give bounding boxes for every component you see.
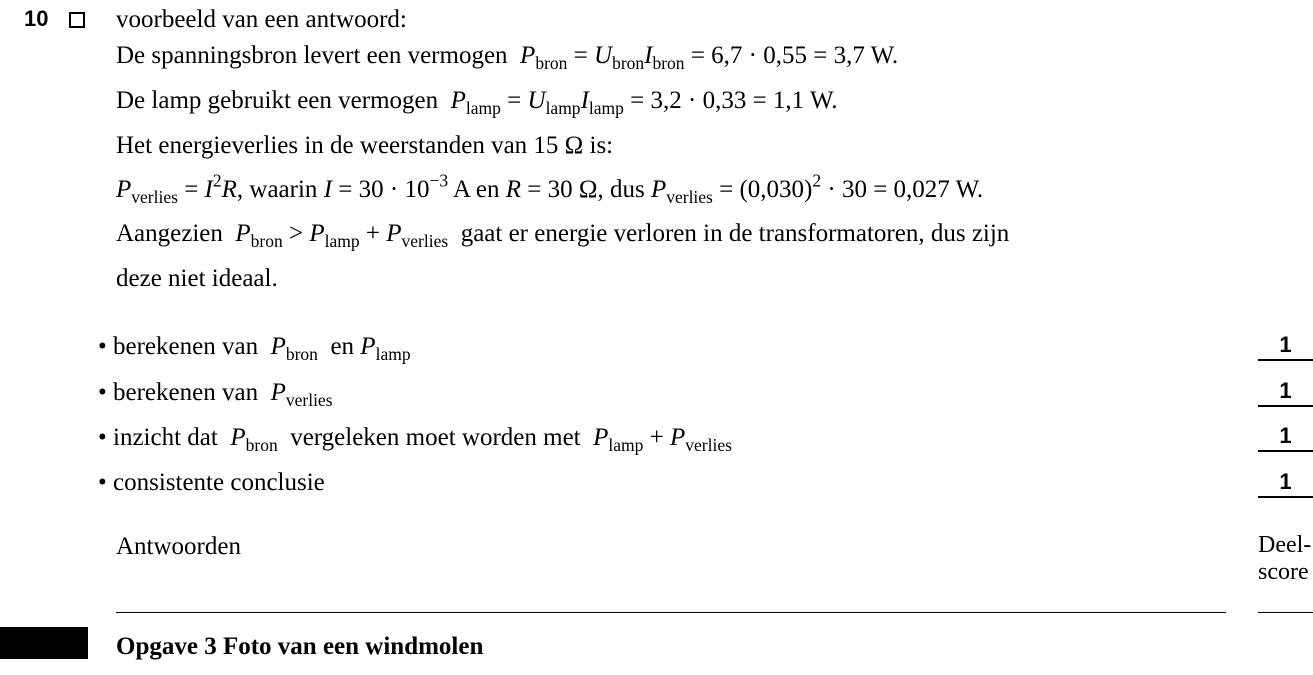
answer-line-4: $P_{verlies} = I^2R$, waarin $I = 30 \cdot 10^{-3}$ A en R = 30 Ω, dus $P_{verlies} = (0,030)^2 \cdot 30 = 0,027$ W. (116, 170, 984, 208)
criterion-score: 1 (1258, 332, 1313, 361)
deelscore-label: Deel-score (1258, 532, 1312, 585)
criterion-score: 1 (1258, 423, 1313, 452)
criterion-score: 1 (1258, 469, 1313, 498)
answer-intro: voorbeeld van een antwoord: (116, 6, 407, 33)
criterion-item: • berekenen van $P_{verlies}$ (98, 379, 333, 411)
antwoorden-label: Antwoorden (116, 533, 241, 560)
divider-right (1258, 612, 1313, 613)
answer-line-1: De spanningsbron levert een vermogen $P_{bron} = U_{bron}I_{bron} = 6,7 \cdot 0,55 = 3,7$ W. (116, 42, 899, 74)
answer-line-2: De lamp gebruikt een vermogen $P_{lamp} = U_{lamp}I_{lamp} = 3,2 \cdot 0,33 = 1,1$ W. (116, 87, 838, 119)
criterion-score: 1 (1258, 378, 1313, 407)
answer-line-6: deze niet ideaal. (116, 265, 278, 292)
checkbox-icon (69, 12, 85, 28)
divider-left (116, 612, 1226, 613)
answer-line-3: Het energieverlies in de weerstanden van 15 Ω is: (116, 132, 614, 159)
criterion-item: • inzicht dat $P_{bron}$ vergeleken moet worden met $P_{lamp} + P_{verlies}$ (98, 424, 732, 456)
criterion-item: • berekenen van $P_{bron}$ en $P_{lamp}$ (98, 333, 411, 365)
criterion-item: • consistente conclusie (98, 469, 325, 496)
section-title: Opgave 3 Foto van een windmolen (116, 633, 484, 660)
question-number: 10 (24, 6, 49, 31)
section-marker-bar (0, 627, 88, 659)
answer-line-5: Aangezien $P_{bron} > P_{lamp} + P_{verlies}$ gaat er energie verloren in de transformatoren, dus zijn (116, 220, 1010, 252)
